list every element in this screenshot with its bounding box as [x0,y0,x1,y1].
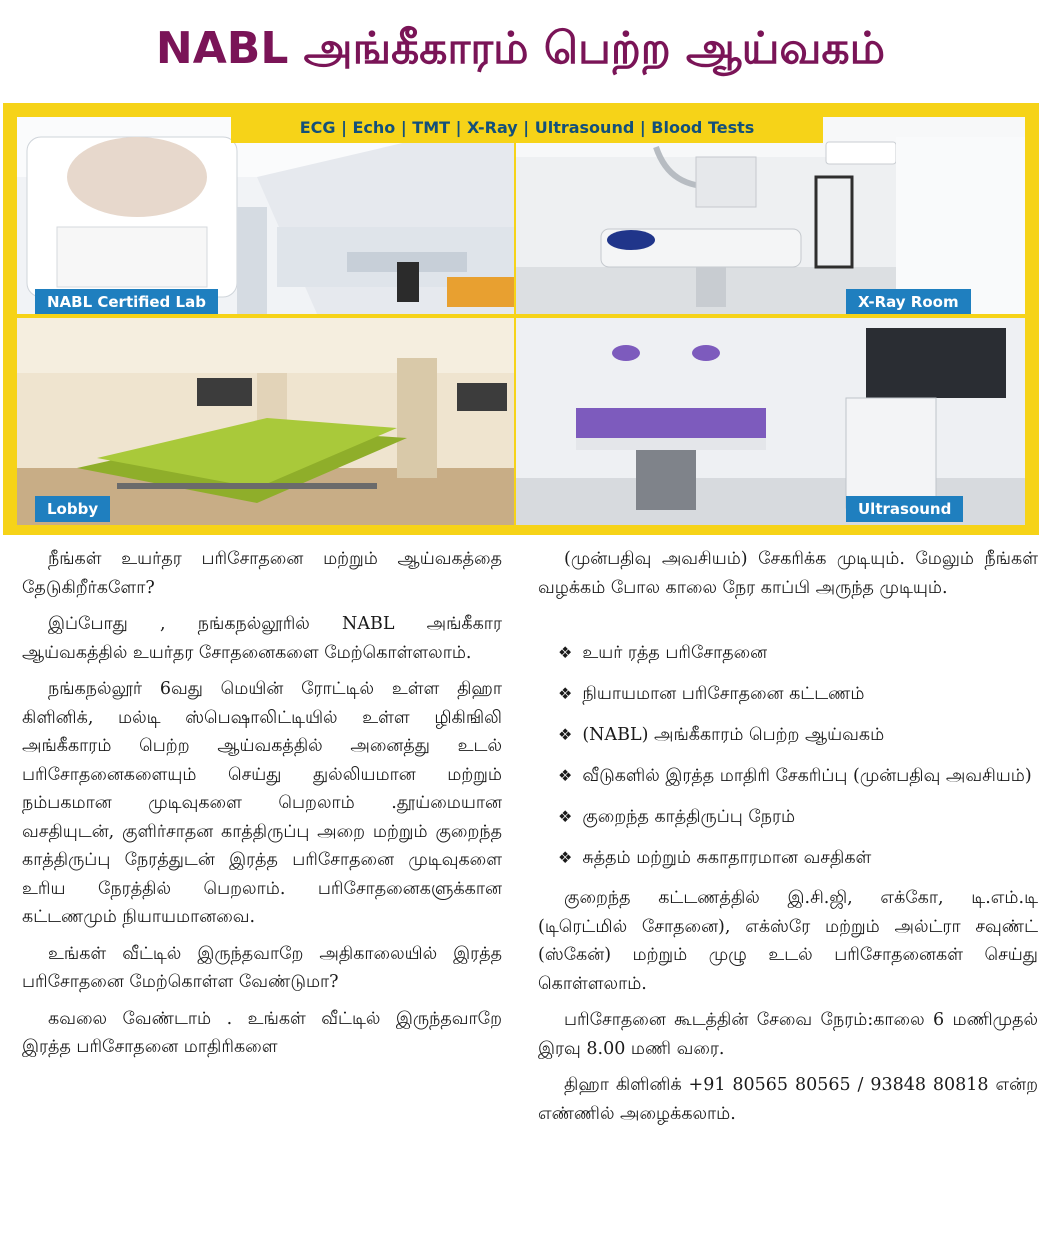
diamond-bullet-icon: ❖ [558,766,573,785]
lab-caption: NABL Certified Lab [35,289,218,314]
list-item: ❖ (NABL) அங்கீகாரம் பெற்ற ஆய்வகம் [558,725,885,745]
xray-illustration [516,117,1025,314]
right-column [538,545,1038,1136]
right-paragraph-3: பரிசோதனை கூடத்தின் சேவை நேரம்:காலை 6 மணிமுதல் இரவு 8.00 மணி வரை. [538,1010,1038,1059]
diamond-bullet-icon: ❖ [558,848,573,867]
diamond-bullet-icon: ❖ [558,643,573,662]
list-item: ❖ நியாயமான பரிசோதனை கட்டணம் [558,684,865,704]
feature-list [558,638,1038,873]
headline: NABL அங்கீகாரம் பெற்ற ஆய்வகம் [155,23,886,74]
xray-photo [516,117,1025,314]
ultrasound-illustration [516,318,1025,525]
diamond-bullet-icon: ❖ [558,684,573,703]
left-column [22,545,502,1070]
lab-illustration [17,117,514,314]
list-item: ❖ வீடுகளில் இரத்த மாதிரி சேகரிப்பு (முன்பதிவு அவசியம்) [558,766,1032,786]
photo-banner [3,103,1039,535]
diamond-bullet-icon: ❖ [558,807,573,826]
ultrasound-photo [516,318,1025,525]
right-paragraph-1: (முன்பதிவு அவசியம்) சேகரிக்க முடியும். மேலும் நீங்கள் வழக்கம் போல காலை நேர காப்பி அருந்த முடியும். [538,549,1038,598]
xray-caption: X-Ray Room [846,289,971,314]
left-paragraph-4: உங்கள் வீட்டில் இருந்தவாறே அதிகாலையில் இரத்த பரிசோதனை மேற்கொள்ள வேண்டுமா? [22,943,502,992]
right-paragraph-2: குறைந்த கட்டணத்தில் இ.சி.ஜி, எக்கோ, டி.எம்.டி (டிரெட்மில் சோதனை), எக்ஸ்ரே மற்றும் அல்ட்ரா சவுண்ட் (ஸ்கேன்) மற்றும் முழு உடல் பரிசோதனைகள் செய்து கொள்ளலாம். [538,888,1038,994]
list-item: ❖ சுத்தம் மற்றும் சுகாதாரமான வசதிகள் [558,848,872,868]
lobby-caption: Lobby [35,496,110,522]
ultrasound-caption: Ultrasound [846,496,963,522]
list-item: ❖ குறைந்த காத்திருப்பு நேரம் [558,807,796,827]
diamond-bullet-icon: ❖ [558,725,573,744]
lobby-illustration [17,318,514,525]
services-tag: ECG | Echo | TMT | X-Ray | Ultrasound | Blood Tests [231,113,823,143]
left-paragraph-5: கவலை வேண்டாம் . உங்கள் வீட்டில் இருந்தவாறே இரத்த பரிசோதனை மாதிரிகளை [22,1008,502,1057]
lab-photo [17,117,514,314]
left-paragraph-1: நீங்கள் உயர்தர பரிசோதனை மற்றும் ஆய்வகத்தை தேடுகிறீர்களோ? [22,549,502,598]
left-paragraph-2: இப்போது , நங்கநல்லூரில் NABL அங்கீகார ஆய்வகத்தில் உயர்தர சோதனைகளை மேற்கொள்ளலாம். [22,614,502,663]
left-paragraph-3: நங்கநல்லூர் 6வது மெயின் ரோட்டில் உள்ள திஹா கிளினிக், மல்டி ஸ்பெஷாலிட்டியில் உள்ள ழிகிஙிலி அங்கீகாரம் பெற்ற ஆய்வகத்தில் அனைத்து உடல் பரிசோதனைகளையும் செய்து துல்லியமான மற்றும் நம்பகமான முடிவுகளை பெறலாம் .தூய்மையான வசதியுடன், குளிர்சாதன காத்திருப்பு அறை மற்றும் குறைந்த காத்திருப்பு நேரத்துடன் இரத்த பரிசோதனை முடிவுகளை உரிய நேரத்தில் பெறலாம். பரிசோதனைகளுக்கான கட்டணமும் நியாயமானவை. [22,679,502,927]
right-paragraph-4: திஹா கிளினிக் +91 80565 80565 / 93848 80818 என்ற எண்ணில் அழைக்கலாம். [538,1075,1038,1124]
list-item: ❖ உயர் ரத்த பரிசோதனை [558,643,768,663]
lobby-photo [17,318,514,525]
